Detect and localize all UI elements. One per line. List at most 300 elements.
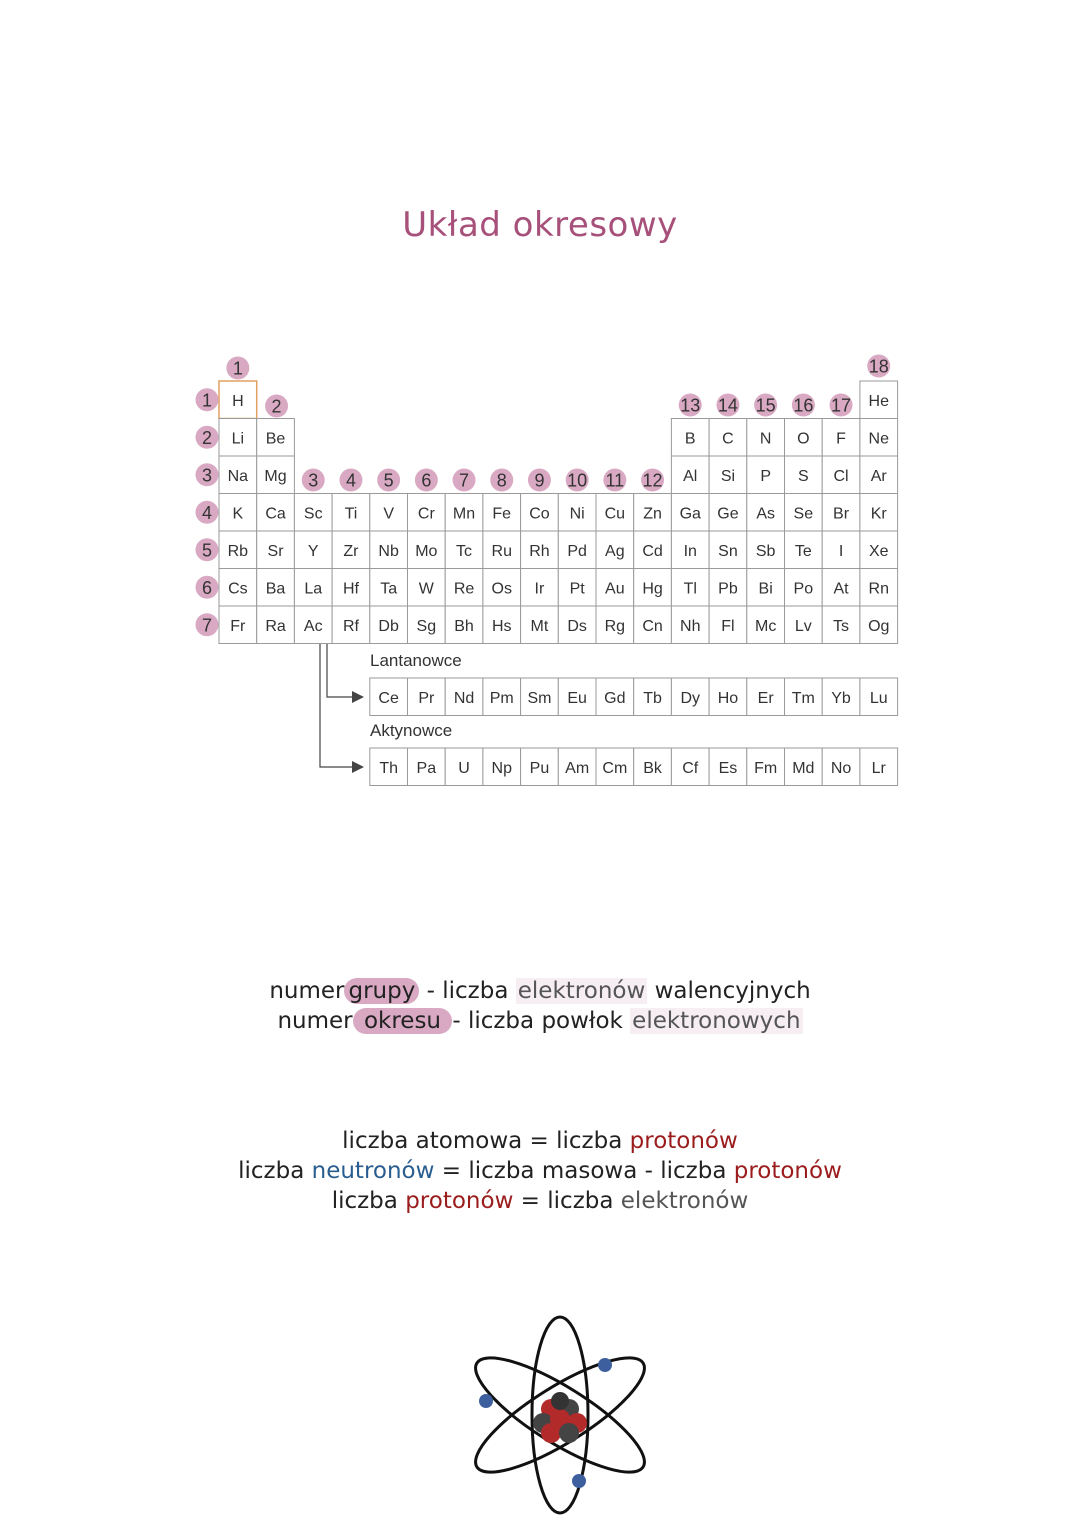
group-number-1: [226, 357, 249, 380]
element-symbol: W: [418, 580, 434, 598]
element-cell-ho: [709, 678, 747, 716]
period-number-4: [196, 501, 219, 524]
element-symbol: C: [722, 430, 734, 448]
element-symbol: Pd: [567, 542, 587, 560]
element-cell-he: [860, 381, 898, 419]
svg-text:9: 9: [534, 470, 545, 491]
element-symbol: Rf: [342, 617, 359, 635]
element-cell-am: [558, 748, 596, 786]
element-symbol: V: [383, 505, 394, 523]
element-symbol: Nh: [680, 617, 701, 635]
element-symbol: Ds: [567, 617, 587, 635]
element-symbol: Cr: [417, 505, 435, 523]
f3-part-c: = liczba: [513, 1188, 621, 1214]
element-symbol: Nd: [453, 689, 475, 707]
element-symbol: Pm: [489, 689, 514, 707]
element-symbol: Mg: [264, 467, 287, 485]
element-cell-s: [785, 456, 823, 494]
element-symbol: Bk: [643, 759, 662, 777]
element-symbol: Pa: [416, 759, 437, 777]
element-symbol: In: [683, 542, 697, 560]
page-title: Układ okresowy: [402, 205, 678, 245]
element-symbol: H: [232, 392, 244, 410]
element-symbol: Tl: [683, 580, 697, 598]
svg-text:15: 15: [755, 395, 776, 416]
element-cell-si: [709, 456, 747, 494]
element-cell-na: [219, 456, 257, 494]
definition-period: [0, 1008, 1080, 1034]
element-symbol: Cl: [833, 467, 849, 485]
element-cell-ag: [596, 531, 634, 569]
f3-part-a: liczba: [331, 1188, 406, 1214]
element-cell-re: [445, 569, 483, 607]
element-cell-tl: [671, 569, 709, 607]
element-symbol: Og: [868, 617, 890, 635]
element-symbol: Ta: [380, 580, 398, 598]
element-cell-b: [671, 419, 709, 457]
element-cell-pb: [709, 569, 747, 607]
svg-text:13: 13: [680, 395, 701, 416]
element-cell-ba: [257, 569, 295, 607]
element-symbol: Y: [307, 542, 319, 560]
element-cell-la: [294, 569, 332, 607]
element-symbol: U: [458, 759, 470, 777]
element-cell-bh: [445, 606, 483, 644]
electron-icon: [479, 1394, 493, 1408]
element-cell-pt: [558, 569, 596, 607]
element-cell-ce: [370, 678, 408, 716]
element-symbol: Mc: [754, 617, 777, 635]
element-symbol: F: [836, 430, 846, 448]
element-symbol: S: [798, 467, 809, 485]
period-number-5: [196, 538, 219, 561]
svg-text:11: 11: [605, 470, 625, 491]
element-cell-lu: [860, 678, 898, 716]
element-symbol: Ag: [605, 542, 625, 560]
element-symbol: B: [684, 430, 696, 448]
element-cell-cu: [596, 494, 634, 532]
period-number-6: [196, 576, 219, 599]
element-symbol: Re: [453, 580, 475, 598]
element-symbol: Sb: [755, 542, 776, 560]
element-symbol: Tc: [456, 542, 473, 560]
element-cell-ds: [558, 606, 596, 644]
group-number-13: [679, 394, 702, 417]
element-cell-sb: [747, 531, 785, 569]
element-symbol: Np: [491, 759, 512, 777]
element-cell-zr: [332, 531, 370, 569]
element-cell-ne: [860, 419, 898, 457]
element-symbol: Hg: [642, 580, 663, 598]
element-symbol: Rb: [227, 542, 249, 560]
group-number-9: [528, 469, 551, 492]
element-cell-gd: [596, 678, 634, 716]
element-cell-cf: [671, 748, 709, 786]
element-cell-os: [483, 569, 521, 607]
element-symbol: Mn: [452, 505, 476, 523]
element-cell-np: [483, 748, 521, 786]
element-cell-ar: [860, 456, 898, 494]
element-cell-cl: [822, 456, 860, 494]
element-symbol: Be: [265, 430, 286, 448]
element-symbol: Fr: [230, 617, 246, 635]
element-cell-fl: [709, 606, 747, 644]
svg-text:4: 4: [345, 470, 356, 491]
svg-text:2: 2: [201, 427, 213, 448]
element-symbol: Rh: [529, 542, 550, 560]
element-cell-ir: [521, 569, 559, 607]
element-cell-fr: [219, 606, 257, 644]
period-number-3: [196, 463, 219, 486]
element-cell-sg: [408, 606, 446, 644]
element-symbol: Sr: [267, 542, 284, 560]
element-symbol: Si: [720, 467, 736, 485]
svg-text:2: 2: [271, 396, 282, 417]
group-number-8: [490, 469, 513, 492]
element-cell-rg: [596, 606, 634, 644]
element-symbol: Zn: [643, 505, 662, 523]
svg-text:5: 5: [201, 540, 213, 561]
element-cell-ga: [671, 494, 709, 532]
element-symbol: K: [232, 505, 244, 523]
element-cell-bi: [747, 569, 785, 607]
element-symbol: Zr: [343, 542, 359, 560]
element-symbol: Pb: [718, 580, 738, 598]
element-cell-no: [822, 748, 860, 786]
element-cell-ge: [709, 494, 747, 532]
element-cell-xe: [860, 531, 898, 569]
svg-text:6: 6: [201, 577, 213, 598]
element-cell-tc: [445, 531, 483, 569]
element-symbol: Ho: [717, 689, 739, 707]
def1-part-a: numer: [269, 978, 345, 1004]
element-symbol: At: [833, 580, 849, 598]
electron-icon: [598, 1358, 612, 1372]
element-symbol: Kr: [870, 505, 887, 523]
group-number-2: [265, 395, 288, 418]
element-cell-k: [219, 494, 257, 532]
element-cell-n: [747, 419, 785, 457]
f3-electrons: elektronów: [620, 1188, 749, 1214]
element-cell-c: [709, 419, 747, 457]
element-cell-at: [822, 569, 860, 607]
element-symbol: Na: [227, 467, 249, 485]
element-cell-nb: [370, 531, 408, 569]
svg-text:18: 18: [868, 356, 889, 377]
element-symbol: Sm: [527, 689, 552, 707]
def1-part-c: - liczba: [419, 978, 516, 1004]
element-symbol: Sc: [303, 505, 323, 523]
element-symbol: Ru: [491, 542, 512, 560]
element-symbol: O: [797, 430, 810, 448]
element-symbol: Fm: [754, 759, 778, 777]
element-symbol: Xe: [868, 542, 889, 560]
element-symbol: Ra: [265, 617, 286, 635]
element-cell-rf: [332, 606, 370, 644]
group-number-6: [415, 469, 438, 492]
element-cell-cd: [634, 531, 672, 569]
element-symbol: Er: [757, 689, 774, 707]
element-cell-yb: [822, 678, 860, 716]
element-symbol: Pt: [569, 580, 585, 598]
element-cell-pd: [558, 531, 596, 569]
element-symbol: Br: [833, 505, 850, 523]
element-symbol: Rn: [868, 580, 889, 598]
f2-part-a: liczba: [238, 1158, 312, 1184]
def2-highlight-okresu: okresu: [353, 1008, 453, 1034]
element-cell-pu: [521, 748, 559, 786]
element-cell-zn: [634, 494, 672, 532]
element-cell-dy: [671, 678, 709, 716]
element-symbol: Li: [231, 430, 245, 448]
element-symbol: La: [304, 580, 323, 598]
element-cell-po: [785, 569, 823, 607]
element-cell-mn: [445, 494, 483, 532]
f2-neutrons: neutronów: [311, 1158, 435, 1184]
element-symbol: Cm: [602, 759, 628, 777]
element-symbol: Gd: [604, 689, 626, 707]
element-cell-sn: [709, 531, 747, 569]
element-cell-pr: [408, 678, 446, 716]
group-number-4: [339, 469, 362, 492]
element-cell-og: [860, 606, 898, 644]
svg-text:16: 16: [793, 395, 814, 416]
element-cell-w: [408, 569, 446, 607]
svg-text:7: 7: [459, 470, 470, 491]
element-cell-co: [521, 494, 559, 532]
f-block-connector-lines: [320, 644, 364, 773]
def1-part-e: walencyjnych: [647, 978, 811, 1004]
element-symbol: Ni: [569, 505, 585, 523]
group-number-5: [377, 469, 400, 492]
formula-atomic-number: [0, 1128, 1080, 1154]
f1-part-a: liczba atomowa = liczba: [342, 1128, 630, 1154]
element-cell-bk: [634, 748, 672, 786]
element-symbol: Db: [378, 617, 399, 635]
element-cell-lv: [785, 606, 823, 644]
svg-text:4: 4: [201, 502, 213, 523]
element-symbol: Ar: [870, 467, 887, 485]
element-symbol: Am: [565, 759, 590, 777]
element-cell-pm: [483, 678, 521, 716]
element-symbol: Ts: [833, 617, 850, 635]
element-symbol: Cs: [228, 580, 248, 598]
svg-text:5: 5: [383, 470, 394, 491]
electron-icon: [572, 1474, 586, 1488]
element-symbol: Sn: [718, 542, 738, 560]
element-cell-mg: [257, 456, 295, 494]
element-cell-li: [219, 419, 257, 457]
element-symbol: Pr: [418, 689, 435, 707]
element-symbol: Ge: [717, 505, 739, 523]
element-cell-nd: [445, 678, 483, 716]
def1-highlight-elektronow: elektronów: [517, 978, 646, 1004]
element-cell-ra: [257, 606, 295, 644]
element-symbol: Cd: [642, 542, 663, 560]
element-cell-th: [370, 748, 408, 786]
element-cell-be: [257, 419, 295, 457]
def2-highlight-elektronowych: elektronowych: [632, 1008, 801, 1034]
group-number-18: [867, 355, 890, 378]
element-cell-se: [785, 494, 823, 532]
element-symbol: Eu: [567, 689, 587, 707]
element-cell-tb: [634, 678, 672, 716]
element-cell-as: [747, 494, 785, 532]
element-symbol: Fe: [492, 505, 512, 523]
group-number-7: [453, 469, 476, 492]
element-cell-u: [445, 748, 483, 786]
element-symbol: Se: [793, 505, 814, 523]
element-cell-mt: [521, 606, 559, 644]
svg-text:1: 1: [201, 390, 213, 411]
def2-part-a: numer: [277, 1008, 353, 1034]
element-cell-cr: [408, 494, 446, 532]
f2-part-c: = liczba masowa - liczba: [434, 1158, 734, 1184]
element-cell-cs: [219, 569, 257, 607]
element-symbol: Cu: [604, 505, 626, 523]
element-symbol: Lu: [869, 689, 888, 707]
element-cell-o: [785, 419, 823, 457]
element-symbol: Co: [529, 505, 550, 523]
group-number-16: [792, 394, 815, 417]
element-symbol: Ir: [534, 580, 545, 598]
element-cell-h: [219, 381, 257, 419]
f2-protons: protonów: [733, 1158, 842, 1184]
element-symbol: Ce: [378, 689, 399, 707]
element-cell-i: [822, 531, 860, 569]
svg-text:6: 6: [421, 470, 432, 491]
element-cell-te: [785, 531, 823, 569]
element-cell-sm: [521, 678, 559, 716]
element-symbol: Os: [491, 580, 512, 598]
element-symbol: N: [759, 430, 772, 448]
element-cell-fm: [747, 748, 785, 786]
group-number-17: [830, 394, 853, 417]
element-symbol: Dy: [680, 689, 701, 707]
period-number-1: [196, 388, 219, 411]
element-cell-ac: [294, 606, 332, 644]
element-symbol: I: [838, 542, 844, 560]
element-cell-au: [596, 569, 634, 607]
element-symbol: Po: [793, 580, 814, 598]
element-symbol: Ca: [265, 505, 286, 523]
element-symbol: Lr: [871, 759, 886, 777]
svg-text:10: 10: [567, 470, 588, 491]
element-symbol: Th: [379, 759, 398, 777]
element-symbol: Ne: [868, 430, 889, 448]
element-cell-br: [822, 494, 860, 532]
element-cell-f: [822, 419, 860, 457]
formula-electrons: [0, 1188, 1080, 1214]
element-cell-y: [294, 531, 332, 569]
element-symbol: Bh: [454, 617, 474, 635]
element-symbol: Ti: [344, 505, 358, 523]
element-symbol: Md: [792, 759, 815, 777]
element-symbol: Yb: [831, 689, 851, 707]
element-cell-ni: [558, 494, 596, 532]
period-number-2: [196, 426, 219, 449]
element-symbol: Te: [794, 542, 812, 560]
element-cell-fe: [483, 494, 521, 532]
element-cell-kr: [860, 494, 898, 532]
def2-part-c: - liczba powłok: [452, 1008, 631, 1034]
element-symbol: Sg: [416, 617, 437, 635]
f1-protons: protonów: [629, 1128, 738, 1154]
element-symbol: No: [830, 759, 852, 777]
element-cell-sr: [257, 531, 295, 569]
svg-text:17: 17: [831, 395, 852, 416]
element-symbol: Ga: [679, 505, 701, 523]
group-number-14: [716, 394, 739, 417]
element-cell-tm: [785, 678, 823, 716]
element-cell-cn: [634, 606, 672, 644]
element-cell-db: [370, 606, 408, 644]
svg-text:12: 12: [642, 470, 663, 491]
atom-icon: [455, 1305, 665, 1520]
element-symbol: Mo: [415, 542, 438, 560]
element-cell-pa: [408, 748, 446, 786]
element-cell-in: [671, 531, 709, 569]
element-symbol: As: [756, 505, 775, 523]
group-number-15: [754, 394, 777, 417]
element-symbol: Tm: [791, 689, 815, 707]
svg-text:3: 3: [201, 465, 213, 486]
element-cell-ti: [332, 494, 370, 532]
element-symbol: Au: [605, 580, 625, 598]
element-cell-v: [370, 494, 408, 532]
element-symbol: Cf: [682, 759, 699, 777]
f3-protons: protonów: [405, 1188, 514, 1214]
element-symbol: Ba: [265, 580, 286, 598]
group-number-10: [566, 469, 589, 492]
element-symbol: Hf: [342, 580, 359, 598]
definition-group: [0, 978, 1080, 1004]
element-cell-mc: [747, 606, 785, 644]
period-number-7: [196, 613, 219, 636]
element-cell-hf: [332, 569, 370, 607]
element-cell-al: [671, 456, 709, 494]
element-symbol: Bi: [758, 580, 773, 598]
element-cell-eu: [558, 678, 596, 716]
element-cell-ru: [483, 531, 521, 569]
element-cell-er: [747, 678, 785, 716]
element-symbol: Tb: [643, 689, 662, 707]
element-symbol: Es: [718, 759, 738, 777]
element-cell-sc: [294, 494, 332, 532]
element-cell-ca: [257, 494, 295, 532]
element-cell-es: [709, 748, 747, 786]
lanthanides-label: Lantanowce: [370, 651, 462, 670]
actinides-label: Aktynowce: [370, 721, 453, 740]
element-symbol: Hs: [491, 617, 512, 635]
group-number-11: [603, 469, 626, 492]
element-cell-cm: [596, 748, 634, 786]
element-symbol: He: [868, 392, 889, 410]
group-number-3: [302, 469, 325, 492]
svg-text:8: 8: [496, 470, 507, 491]
element-cell-p: [747, 456, 785, 494]
element-cell-hs: [483, 606, 521, 644]
element-cell-hg: [634, 569, 672, 607]
element-symbol: Rg: [604, 617, 626, 635]
element-cell-ts: [822, 606, 860, 644]
svg-text:3: 3: [308, 470, 319, 491]
element-symbol: Mt: [530, 617, 549, 635]
element-symbol: Lv: [794, 617, 812, 635]
element-symbol: P: [760, 467, 771, 485]
element-symbol: Fl: [721, 617, 735, 635]
element-cell-rh: [521, 531, 559, 569]
